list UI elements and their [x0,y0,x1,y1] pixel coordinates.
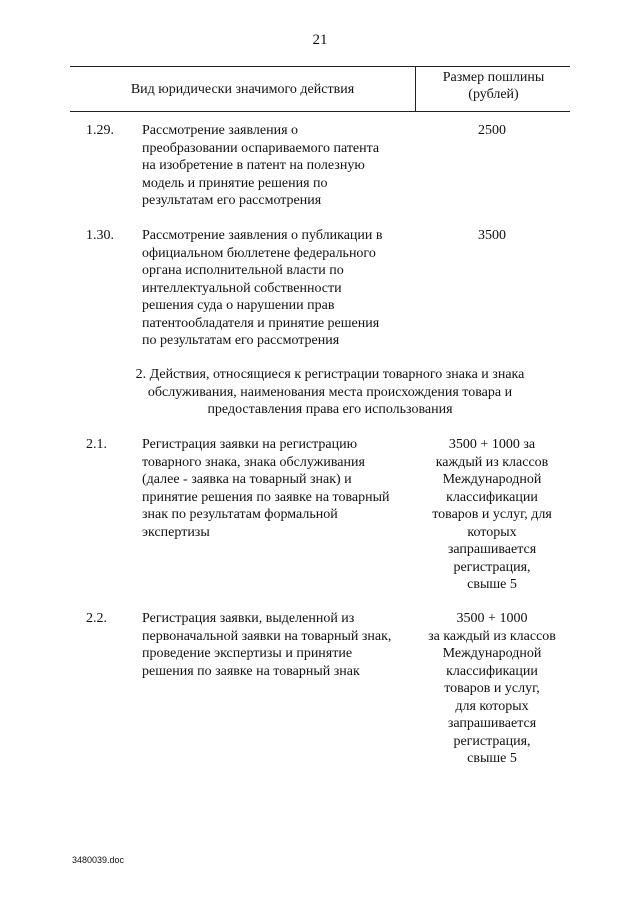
item-number: 1.29. [86,123,114,138]
item-number: 1.30. [86,228,114,243]
item-number: 2.2. [86,611,107,626]
desc-line: официальном бюллетене федерального [142,245,376,261]
desc-line: Регистрация заявки на регистрацию [142,437,358,452]
item-fee [412,227,572,245]
desc-line: по результатам его рассмотрения [142,333,340,348]
fee-line: товаров и услуг, для [432,507,552,522]
header-action-column: Вид юридически значимого действия [70,67,416,111]
desc-line: знак по результатам формальной [142,507,338,522]
desc-line: Регистрация заявки, выделенной из [142,611,355,626]
desc-line: патентообладателя и принятие решения [142,315,380,331]
desc-line: решения по заявке на товарный знак [142,663,360,679]
page-number: 21 [312,32,328,48]
desc-line: модель и принятие решения по [142,175,328,191]
fee-line: классификации [446,489,538,505]
desc-line: товарного знака, знака обслуживания [142,454,365,470]
fee-line: товаров и услуг, [444,681,540,696]
fee-line: свыше 5 [467,751,517,766]
desc-line: органа исполнительной власти по [142,263,344,278]
item-description [142,122,412,210]
item-description [142,227,412,350]
fee-line: классификации [446,663,538,679]
fee-line: Международной [442,646,542,661]
desc-line: на изобретение в патент на полезную [142,158,365,173]
desc-line: решения суда о нарушении прав [142,298,335,313]
desc-line: преобразовании оспариваемого патента [142,140,380,156]
footer-file-name: 3480039.doc [72,855,125,865]
fee-line: запрашивается [447,716,537,731]
item-description [142,610,412,680]
desc-line: результатам его рассмотрения [142,193,322,208]
desc-line: интеллектуальной собственности [142,280,342,296]
fee-line: регистрация, [453,559,531,575]
section-heading-line: 2. Действия, относящиеся к регистрации товарного знака и знака [135,367,525,382]
fee-line: за каждый из классов [428,628,556,644]
desc-line: проведение экспертизы и принятие [142,646,353,661]
desc-line: экспертизы [142,524,210,540]
item-fee [412,610,572,768]
header-fee-line: Размер пошлины [442,70,545,85]
fee-line: 3500 + 1000 за [448,437,536,452]
desc-line: Рассмотрение заявления о публикации в [142,228,383,243]
fee-line: которых [467,524,517,540]
fee-line: 3500 [478,228,506,243]
header-fee-line: (рублей) [468,87,519,102]
fee-line: для которых [455,698,529,714]
header-fee-column [417,69,570,103]
fee-line: 2500 [478,123,506,138]
section-heading [100,366,560,419]
desc-line: принятие решения по заявке на товарный [142,489,390,505]
fee-line: 3500 + 1000 [456,611,528,626]
item-fee [412,122,572,140]
item-description [142,436,412,541]
item-fee [412,436,572,594]
fee-line: каждый из классов [435,454,549,470]
fee-line: запрашивается [447,542,537,557]
fee-line: регистрация, [453,733,531,749]
fee-line: свыше 5 [467,577,517,592]
desc-line: первоначальной заявки на товарный знак, [142,628,392,644]
fee-line: Международной [442,472,542,487]
item-number: 2.1. [86,437,107,452]
table-header [70,66,570,112]
section-heading-line: обслуживания, наименования места происхождения товара и [147,384,513,400]
section-heading-line: предоставления права его использования [207,402,453,417]
desc-line: Рассмотрение заявления о [142,123,299,138]
desc-line: (далее - заявка на товарный знак) и [142,472,352,487]
